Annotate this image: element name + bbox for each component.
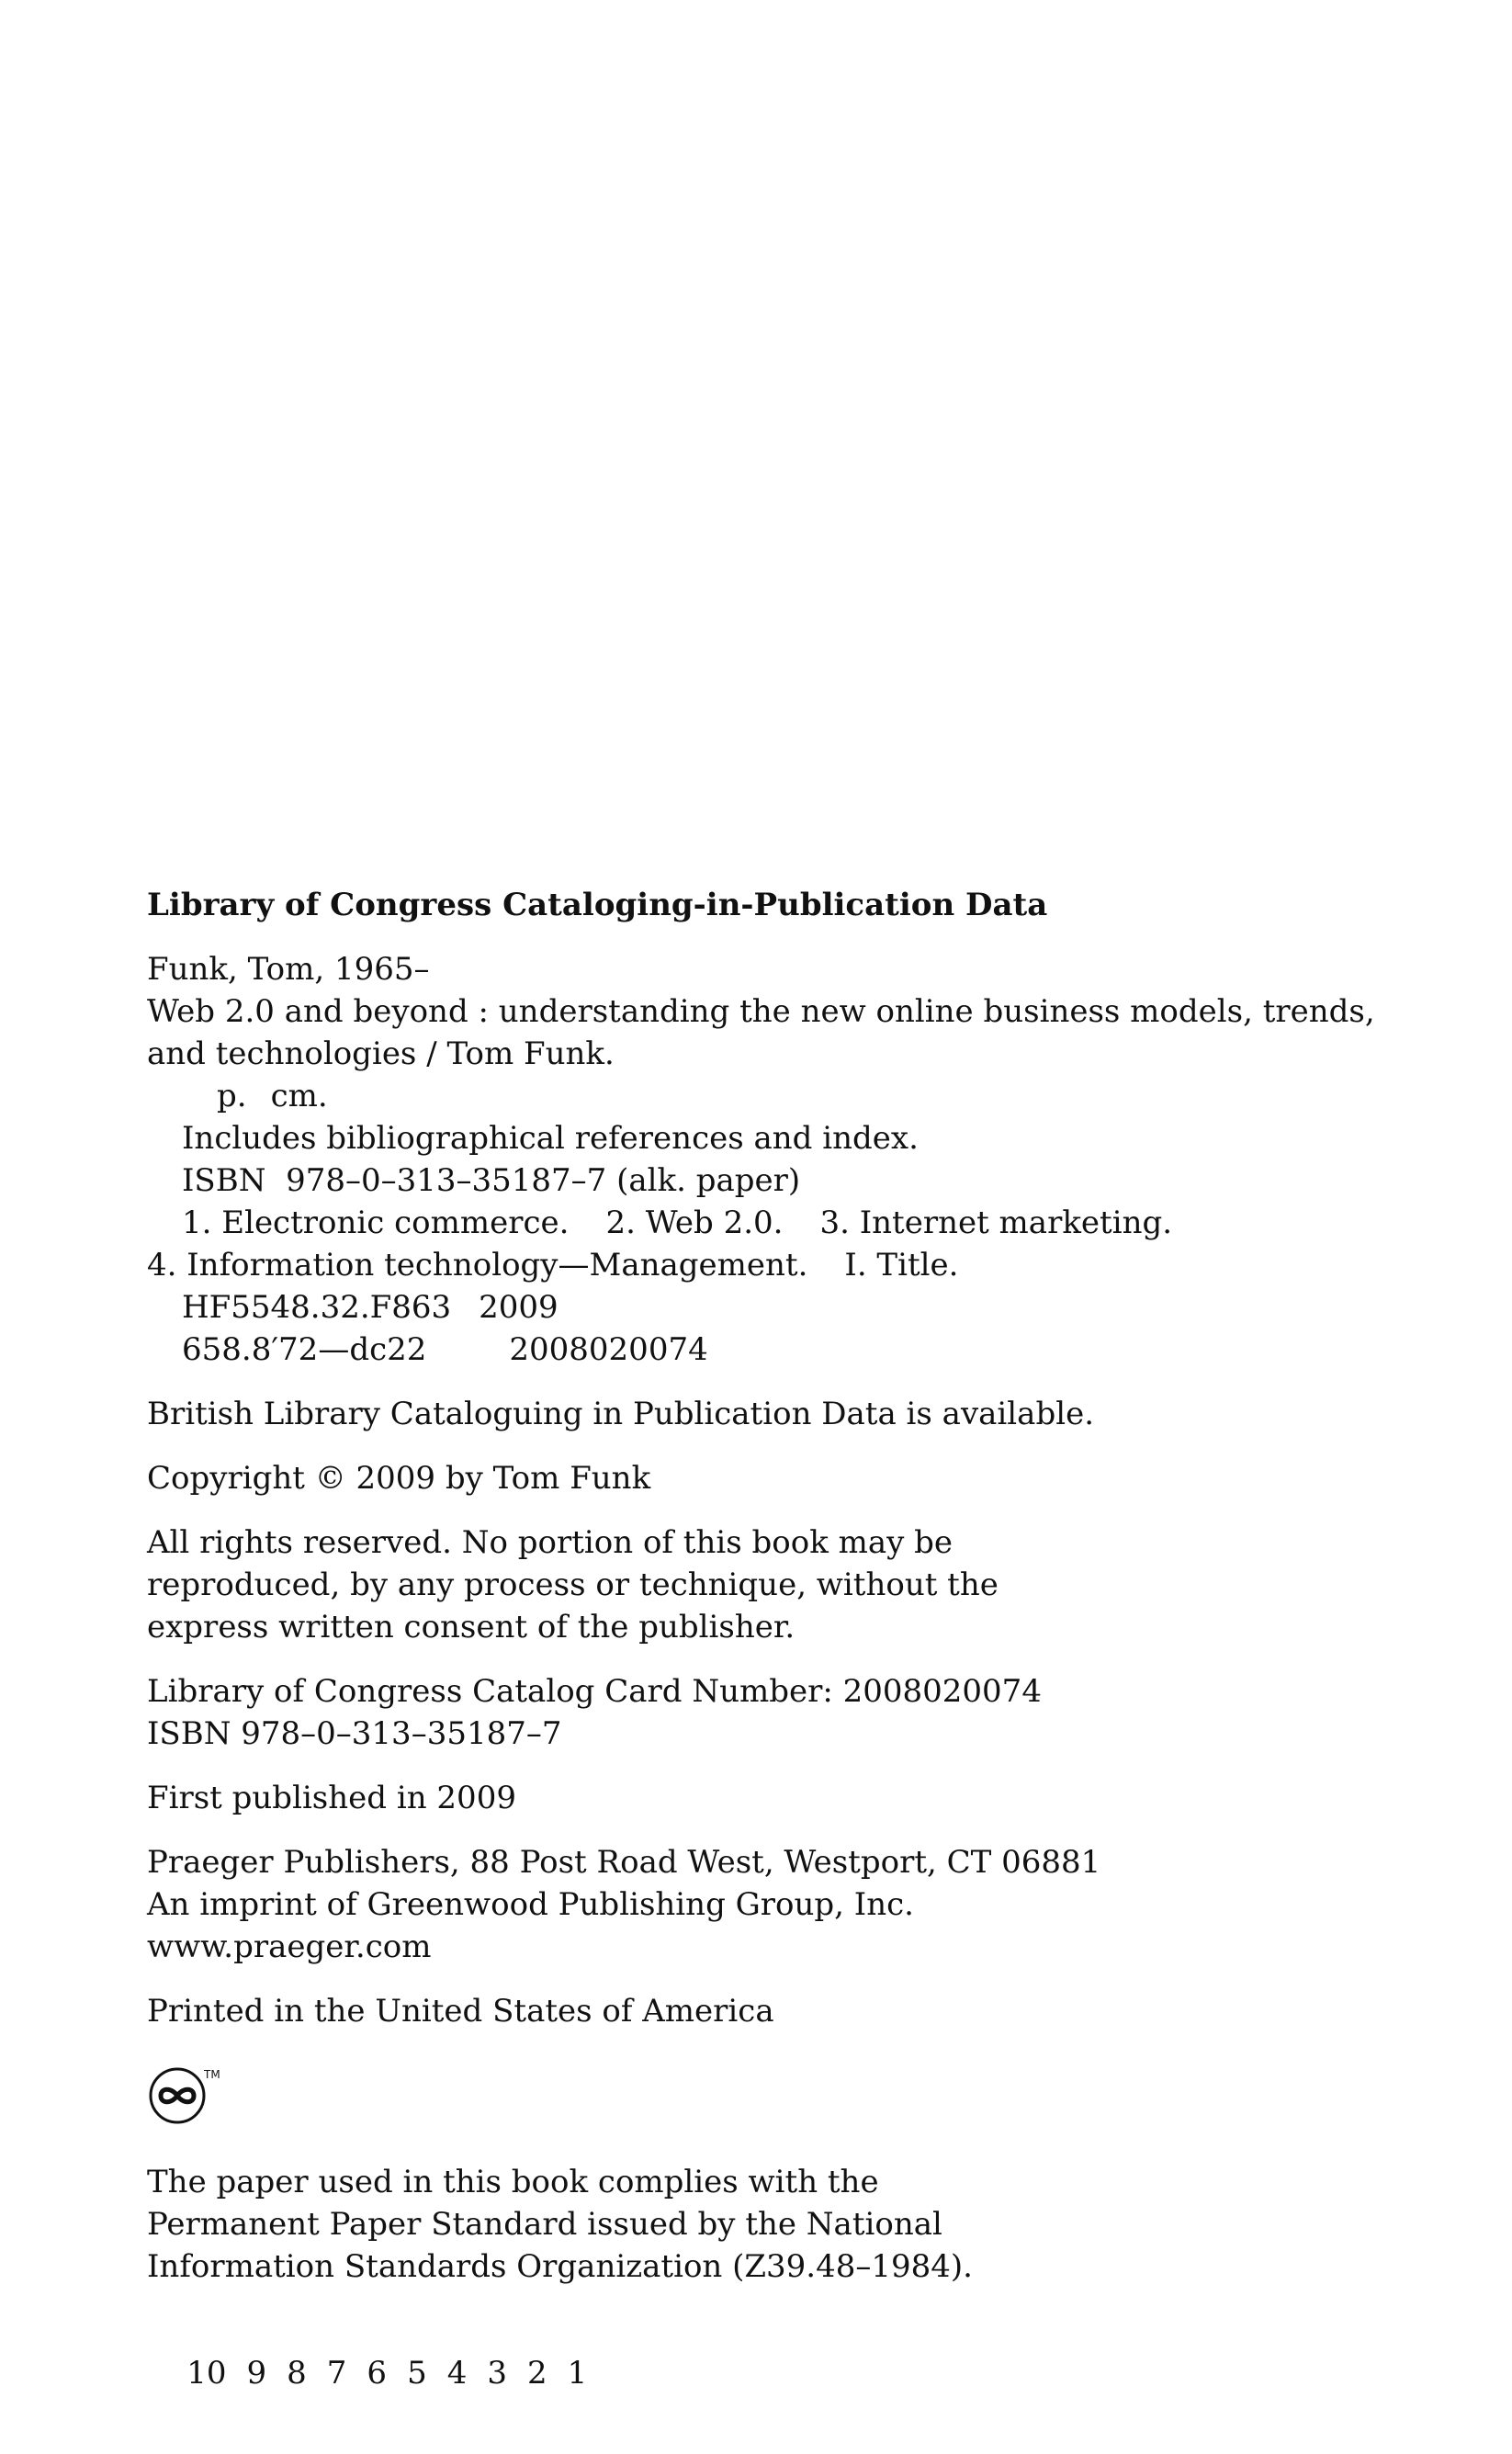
cip-p-label: p.	[217, 1078, 247, 1114]
rights-line-2: reproduced, by any process or technique, without the	[147, 1566, 999, 1603]
publisher-imprint: An imprint of Greenwood Publishing Group, Inc.	[147, 1886, 914, 1923]
cip-title-line-1: Web 2.0 and beyond : understanding the new online business models, trends,	[147, 993, 1375, 1030]
cip-record	[147, 948, 1415, 1371]
printing-number: 2	[526, 2355, 547, 2392]
paper-line-1: The paper used in this book complies with the	[147, 2164, 879, 2200]
british-library-note: British Library Cataloguing in Publication Data is available.	[147, 1396, 1095, 1432]
rights-line-3: express written consent of the publisher.	[147, 1609, 795, 1645]
cip-pagination	[147, 1075, 1415, 1117]
cip-author: Funk, Tom, 1965–	[147, 951, 430, 988]
paper-line-2: Permanent Paper Standard issued by the National	[147, 2206, 942, 2243]
publisher-website: www.praeger.com	[147, 1928, 432, 1965]
cip-subject-title: I. Title.	[844, 1247, 959, 1284]
catalog-info	[147, 1670, 1415, 1755]
printing-number: 9	[246, 2355, 267, 2392]
catalog-isbn: ISBN 978–0–313–35187–7	[147, 1715, 562, 1752]
copyright-page	[147, 884, 1415, 2437]
cip-call-number-line	[147, 1286, 1415, 1329]
trademark-mark: TM	[204, 2068, 220, 2081]
copyright-notice: Copyright © 2009 by Tom Funk	[147, 1460, 651, 1497]
cip-call-year: 2009	[479, 1289, 559, 1326]
cip-subject-2: 2. Web 2.0.	[605, 1204, 784, 1241]
publisher-info	[147, 1841, 1415, 1968]
cip-lccn: 2008020074	[509, 1331, 708, 1368]
cip-dewey-line	[147, 1329, 1415, 1371]
cip-subject-3: 3. Internet marketing.	[819, 1204, 1173, 1241]
paper-line-3: Information Standards Organization (Z39.48–1984).	[147, 2248, 973, 2285]
publisher-address: Praeger Publishers, 88 Post Road West, Westport, CT 06881	[147, 1844, 1101, 1881]
cip-subjects-line-1	[147, 1202, 1415, 1244]
paper-statement	[147, 2161, 1415, 2288]
printed-in: Printed in the United States of America	[147, 1993, 774, 2030]
infinity-paper-icon	[147, 2065, 208, 2126]
permanent-paper-seal	[147, 2065, 1415, 2126]
printing-numbers	[147, 2310, 1415, 2437]
printing-number: 8	[287, 2355, 307, 2392]
cip-subject-1: 1. Electronic commerce.	[182, 1204, 570, 1241]
cip-title-line-2: and technologies / Tom Funk.	[147, 1035, 615, 1072]
printing-number: 4	[446, 2355, 468, 2392]
rights-line-1: All rights reserved. No portion of this book may be	[147, 1524, 953, 1561]
printing-number: 6	[367, 2355, 388, 2392]
cip-dewey: 658.8′72—dc22	[182, 1331, 427, 1368]
printing-number: 3	[487, 2355, 507, 2392]
rights-statement	[147, 1521, 1415, 1648]
printing-number: 10	[186, 2355, 227, 2392]
printing-number: 5	[407, 2355, 427, 2392]
cip-cm-label: cm.	[270, 1078, 328, 1114]
cip-subject-4: 4. Information technology—Management.	[147, 1247, 808, 1284]
printing-number: 7	[326, 2355, 347, 2392]
cip-call-number: HF5548.32.F863	[182, 1289, 452, 1326]
first-published: First published in 2009	[147, 1780, 516, 1816]
cip-includes: Includes bibliographical references and index.	[182, 1120, 919, 1157]
cip-isbn: ISBN 978–0–313–35187–7 (alk. paper)	[182, 1162, 801, 1199]
printing-number: 1	[567, 2355, 588, 2392]
cip-heading: Library of Congress Cataloging-in-Publication Data	[147, 887, 1048, 923]
cip-subjects-line-2	[147, 1244, 1415, 1286]
catalog-card-number: Library of Congress Catalog Card Number: 2008020074	[147, 1673, 1042, 1710]
